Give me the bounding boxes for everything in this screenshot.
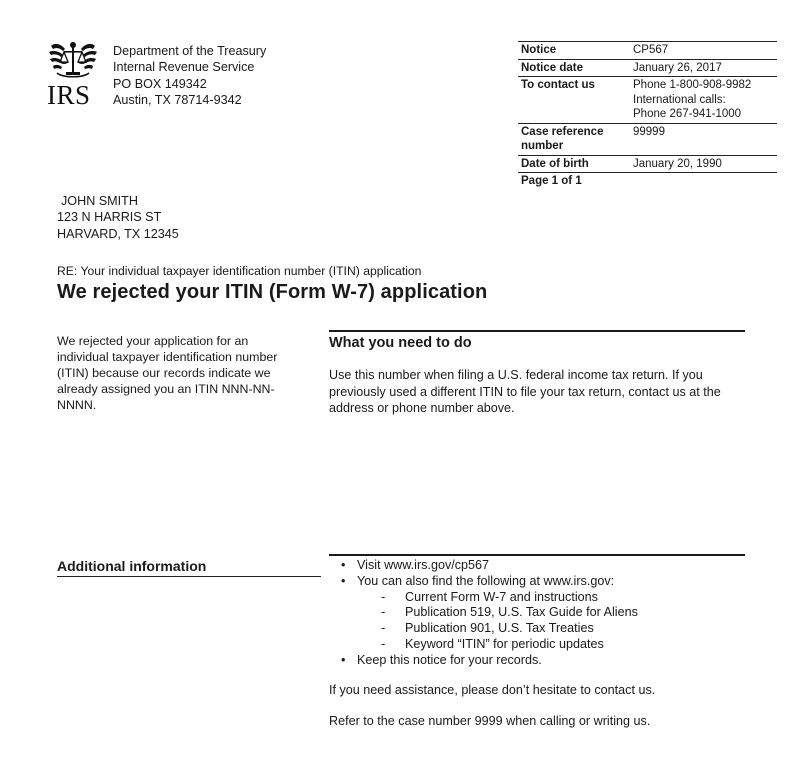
case-reference-value: 99999 [630, 123, 777, 155]
page-number: Page 1 of 1 [518, 173, 630, 190]
assistance-note: If you need assistance, please don’t hesitate to contact us. [329, 683, 656, 697]
notice-row [518, 42, 777, 60]
sub-list-item: - Publication 901, U.S. Tax Treaties [339, 621, 749, 637]
contact-row [518, 77, 777, 124]
date-of-birth-row [518, 155, 777, 173]
visit-link[interactable]: Visit www.irs.gov/cp567 [357, 558, 490, 572]
section-divider [329, 330, 745, 332]
additional-divider [329, 554, 745, 556]
page-title: We rejected your ITIN (Form W-7) application [57, 281, 488, 303]
sender-line-2: Internal Revenue Service [113, 60, 255, 75]
notice-value: CP567 [630, 42, 777, 60]
irs-eagle-logo-icon [47, 40, 99, 78]
notice-date-value: January 26, 2017 [630, 59, 777, 77]
date-of-birth-label: Date of birth [518, 155, 630, 173]
recipient-name: JOHN SMITH [61, 194, 138, 208]
contact-phone: Phone 1-800-908-9982 [633, 79, 752, 91]
case-reference-label: Case reference number [518, 123, 630, 155]
sub-list-item: - Current Form W-7 and instructions [339, 590, 749, 606]
page-row [518, 173, 777, 190]
recipient-city: HARVARD, TX 12345 [57, 226, 179, 241]
recipient-street: 123 N HARRIS ST [57, 210, 162, 225]
list-item: • You can also find the following at www.irs.gov: [339, 574, 749, 590]
contact-value [630, 77, 777, 124]
additional-info-title: Additional information [57, 558, 207, 574]
case-reference-note: Refer to the case number 9999 when calling or writing us. [329, 714, 651, 728]
contact-label: To contact us [518, 77, 630, 124]
sender-line-4: Austin, TX 78714-9342 [113, 93, 242, 108]
sub-list-item: - Keyword “ITIN” for periodic updates [339, 637, 749, 653]
notice-info-table [518, 41, 777, 190]
notice-label: Notice [518, 42, 630, 60]
what-to-do-title: What you need to do [329, 335, 472, 351]
recipient-address [57, 193, 179, 242]
contact-intl-phone: Phone 267-941-1000 [633, 108, 742, 120]
additional-info-list [339, 558, 749, 669]
notice-date-label: Notice date [518, 59, 630, 77]
date-of-birth-value: January 20, 1990 [630, 155, 777, 173]
sender-line-1: Department of the Treasury [113, 44, 267, 58]
sender-line-3: PO BOX 149342 [113, 76, 207, 91]
sub-list-item: - Publication 519, U.S. Tax Guide for Aliens [339, 605, 749, 621]
re-line: RE: Your individual taxpayer identification number (ITIN) application [57, 264, 422, 278]
list-item: • Keep this notice for your records. [339, 653, 749, 669]
additional-title-underline [57, 576, 321, 577]
notice-date-row [518, 59, 777, 77]
what-to-do-body: Use this number when filing a U.S. federal income tax return. If you previously used a different ITIN to file your tax return, contact us at the address or phone number above. [329, 368, 721, 415]
irs-logo [47, 40, 99, 110]
irs-logo-text: IRS [47, 80, 91, 110]
case-reference-row [518, 123, 777, 155]
list-item [339, 558, 749, 574]
rejection-summary: We rejected your application for an individual taxpayer identification number (ITIN) because our records indicate we already assigned you an ITIN NNN-NN-NNNN. [57, 334, 278, 412]
sender-address [113, 43, 266, 109]
contact-intl-label: International calls: [633, 93, 726, 106]
